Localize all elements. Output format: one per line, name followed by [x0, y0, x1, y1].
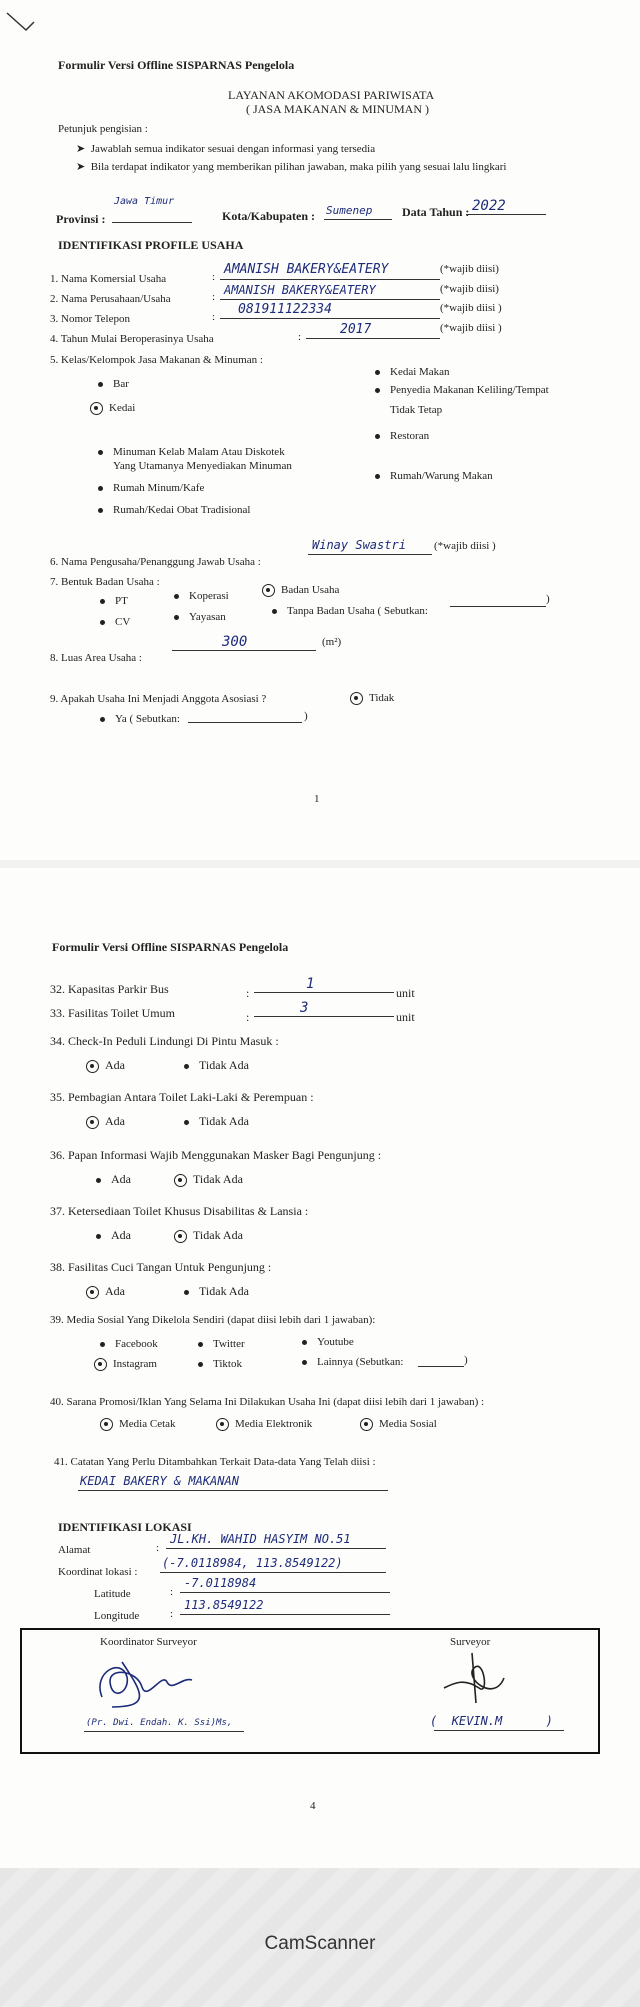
q41-value[interactable]: KEDAI BAKERY & MAKANAN [80, 1474, 239, 1488]
q5-option-kedai[interactable]: Kedai [90, 402, 135, 415]
q39-option-youtube[interactable]: Youtube [302, 1336, 354, 1348]
page-number-4: 4 [310, 1800, 316, 1812]
q37-option-tidak-ada[interactable]: Tidak Ada [174, 1228, 243, 1243]
q39-option-tiktok[interactable]: Tiktok [198, 1358, 242, 1370]
kota-value[interactable]: Sumenep [326, 204, 373, 217]
signature-box [20, 1628, 600, 1754]
latitude-label: Latitude [94, 1588, 131, 1600]
q4-label: 4. Tahun Mulai Beroperasinya Usaha [50, 333, 214, 345]
page-title: LAYANAN AKOMODASI PARIWISATA [228, 88, 435, 102]
q7-option-pt[interactable]: PT [100, 595, 128, 607]
q7-option-koperasi[interactable]: Koperasi [174, 590, 229, 602]
instructions-label: Petunjuk pengisian : [58, 123, 148, 135]
q6-value[interactable]: Winay Swastri [312, 538, 406, 552]
q5-option-keliling-line2: Tidak Tetap [390, 404, 443, 416]
provinsi-label: Provinsi : [56, 212, 106, 226]
q40-option-elektronik[interactable]: Media Elektronik [216, 1418, 312, 1431]
q7-option-cv[interactable]: CV [100, 616, 130, 628]
q34-label: 34. Check-In Peduli Lindungi Di Pintu Masuk : [50, 1034, 279, 1048]
tahun-value[interactable]: 2022 [472, 198, 506, 214]
q39-label: 39. Media Sosial Yang Dikelola Sendiri (dapat diisi lebih dari 1 jawaban): [50, 1314, 376, 1326]
q5-option-rumah-minum[interactable]: Rumah Minum/Kafe [98, 482, 204, 494]
q1-wajib: (*wajib diisi) [440, 263, 499, 275]
koordinator-name: (Pr. Dwi. Endah. K. Ssi)Ms, [86, 1718, 233, 1728]
q36-option-tidak-ada[interactable]: Tidak Ada [174, 1172, 243, 1187]
q7-option-yayasan[interactable]: Yayasan [174, 611, 226, 623]
q6-wajib: (*wajib diisi ) [434, 540, 496, 552]
q6-label: 6. Nama Pengusaha/Penanggung Jawab Usaha : [50, 556, 261, 568]
q7-option-tanpa[interactable]: Tanpa Badan Usaha ( Sebutkan: [272, 605, 428, 617]
q34-option-ada[interactable]: Ada [86, 1058, 125, 1073]
latitude-value[interactable]: -7.0118984 [184, 1576, 257, 1590]
q2-value[interactable]: AMANISH BAKERY&EATERY [224, 283, 376, 297]
koordinator-label: Koordinator Surveyor [100, 1636, 197, 1648]
q9-label: 9. Apakah Usaha Ini Menjadi Anggota Asosiasi ? [50, 693, 267, 705]
q39-option-lainnya[interactable]: Lainnya (Sebutkan: [302, 1356, 403, 1368]
surveyor-name: ( KEVIN.M ) [430, 1714, 553, 1728]
q5-option-kedai-makan[interactable]: Kedai Makan [375, 366, 450, 378]
q3-label: 3. Nomor Telepon [50, 313, 130, 325]
form-page-1: Formulir Versi Offline SISPARNAS Pengelola LAYANAN AKOMODASI PARIWISATA ( JASA MAKANAN & MINUMAN ) Petunjuk pengisian : ➤ Jawablah semua indikator sesuai dengan informasi yang tersedia ➤ Bila terdapat indikator yang memberikan pilihan jawaban, maka pilih yang sesuai lalu lingkari Provinsi : Jawa Timur Kota/Kabupaten : Sumenep Data Tahun : 2022 IDENTIFIKASI PROFILE USAHA 1. Nama Komersial Usaha : AMANISH BAKERY&EATERY (*wajib diisi) 2. Nama Perusahaan/Usaha : AMANISH BAKERY&EATERY (*wajib diisi) 3. Nomor Telepon : 081911122334 (*wajib diisi ) 4. Tahun Mulai Beroperasinya Usaha : 2017 (*wajib diisi ) 5. Kelas/Kelompok Jasa Makanan & Minuman : Bar Kedai Minuman Kelab Malam Atau Diskotek Yang Utamanya Menyediakan Minuman Rumah Minum/Kafe Rumah/Kedai Obat Tradisional Kedai Makan Penyedia Makanan Keliling/Tempat Tidak Tetap Restoran Rumah/Warung Makan 6. Nama Pengusaha/Penanggung Jawab Usaha : Winay Swastri (*wajib diisi ) 7. Bentuk Badan Usaha : PT Koperasi Badan Usaha CV Yayasan Tanpa Badan Usaha ( Sebutkan: ) 8. Luas Area Usaha : 300 (m²) 9. Apakah Usaha Ini Menjadi Anggota Asosiasi ? Ya ( Sebutkan: ) Tidak 1 [0, 0, 640, 860]
q9-option-tidak[interactable]: Tidak [350, 692, 394, 705]
q8-value[interactable]: 300 [222, 634, 248, 650]
q5-option-obat[interactable]: Rumah/Kedai Obat Tradisional [98, 504, 251, 516]
longitude-label: Longitude [94, 1610, 140, 1622]
q38-option-tidak-ada[interactable]: Tidak Ada [184, 1284, 249, 1299]
q41-label: 41. Catatan Yang Perlu Ditambahkan Terkait Data-data Yang Telah diisi : [54, 1456, 376, 1468]
q36-option-ada[interactable]: Ada [96, 1172, 131, 1187]
q38-option-ada[interactable]: Ada [86, 1284, 125, 1299]
q5-option-keliling[interactable]: Penyedia Makanan Keliling/Tempat [375, 384, 549, 396]
koordinat-label: Koordinat lokasi : [58, 1566, 138, 1578]
surveyor-signature-icon [434, 1648, 534, 1708]
instruction-1: ➤ Jawablah semua indikator sesuai dengan informasi yang tersedia [76, 143, 376, 155]
q34-option-tidak-ada[interactable]: Tidak Ada [184, 1058, 249, 1073]
q35-option-ada[interactable]: Ada [86, 1114, 125, 1129]
section-title: IDENTIFIKASI PROFILE USAHA [58, 238, 244, 252]
q5-option-klub-line2: Yang Utamanya Menyediakan Minuman [113, 460, 292, 472]
q4-value[interactable]: 2017 [340, 322, 372, 337]
camscanner-watermark: CamScanner [264, 1933, 376, 1954]
q2-wajib: (*wajib diisi) [440, 283, 499, 295]
form-page-4: Formulir Versi Offline SISPARNAS Pengelola 32. Kapasitas Parkir Bus : 1 unit 33. Fasilitas Toilet Umum : 3 unit 34. Check-In Peduli Lindungi Di Pintu Masuk : Ada Tidak Ada 35. Pembagian Antara Toilet Laki-Laki & Perempuan : Ada Tidak Ada 36. Papan Informasi Wajib Menggunakan Masker Bagi Pengunjung : Ada Tidak Ada 37. Ketersediaan Toilet Khusus Disabilitas & Lansia : Ada Tidak Ada 38. Fasilitas Cuci Tangan Untuk Pengunjung : Ada Tidak Ada 39. Media Sosial Yang Dikelola Sendiri (dapat diisi lebih dari 1 jawaban): Facebook Twitter Youtube Instagram Tiktok Lainnya (Sebutkan: ) 40. Sarana Promosi/Iklan Yang Selama Ini Dilakukan Usaha Ini (dapat diisi lebih dari 1 jawaban) : Media Cetak Media Elektronik Media Sosial 41. Catatan Yang Perlu Ditambahkan Terkait Data-data Yang Telah diisi : KEDAI BAKERY & MAKANAN IDENTIFIKASI LOKASI Alamat : JL.KH. WAHID HASYIM NO.51 Koordinat lokasi : (-7.0118984, 113.8549122) Latitude : -7.0118984 Longitude : 113.8549122 Koordinator Surveyor (Pr. Dwi. Endah. K. Ssi)Ms, Surveyor ( KEVIN.M ) 4 [0, 868, 640, 1868]
q32-label: 32. Kapasitas Parkir Bus [50, 982, 169, 996]
surveyor-label: Surveyor [450, 1636, 491, 1648]
q7-option-badan[interactable]: Badan Usaha [262, 584, 339, 597]
q3-wajib: (*wajib diisi ) [440, 302, 502, 314]
q39-option-instagram[interactable]: Instagram [94, 1358, 157, 1371]
scanner-footer [0, 1868, 640, 2007]
q4-wajib: (*wajib diisi ) [440, 322, 502, 334]
q2-label: 2. Nama Perusahaan/Usaha [50, 293, 171, 305]
q32-value[interactable]: 1 [306, 976, 315, 992]
q5-option-klub[interactable]: Minuman Kelab Malam Atau Diskotek [98, 446, 285, 458]
q39-option-twitter[interactable]: Twitter [198, 1338, 245, 1350]
q8-unit: (m²) [322, 636, 342, 648]
q1-value[interactable]: AMANISH BAKERY&EATERY [224, 262, 389, 277]
kota-label: Kota/Kabupaten : [222, 209, 316, 223]
q1-label: 1. Nama Komersial Usaha [50, 273, 167, 285]
q35-label: 35. Pembagian Antara Toilet Laki-Laki & Perempuan : [50, 1090, 314, 1104]
koordinator-signature-icon [82, 1652, 232, 1712]
q39-option-facebook[interactable]: Facebook [100, 1338, 158, 1350]
tahun-label: Data Tahun : [402, 205, 470, 219]
koordinat-value[interactable]: (-7.0118984, 113.8549122) [162, 1556, 343, 1570]
q9-option-ya[interactable]: Ya ( Sebutkan: [100, 713, 180, 725]
lokasi-title: IDENTIFIKASI LOKASI [58, 1520, 192, 1534]
q3-value[interactable]: 081911122334 [238, 302, 332, 317]
q5-option-warung[interactable]: Rumah/Warung Makan [375, 470, 493, 482]
q37-label: 37. Ketersediaan Toilet Khusus Disabilitas & Lansia : [50, 1204, 309, 1218]
fold-mark-icon [4, 8, 44, 42]
q33-unit: unit [396, 1010, 415, 1024]
q38-label: 38. Fasilitas Cuci Tangan Untuk Pengunjung : [50, 1260, 272, 1274]
q35-option-tidak-ada[interactable]: Tidak Ada [184, 1114, 249, 1129]
q37-option-ada[interactable]: Ada [96, 1228, 131, 1243]
q33-label: 33. Fasilitas Toilet Umum [50, 1006, 175, 1020]
page-number-1: 1 [314, 793, 320, 805]
q40-option-cetak[interactable]: Media Cetak [100, 1418, 176, 1431]
q5-label: 5. Kelas/Kelompok Jasa Makanan & Minuman : [50, 354, 263, 366]
alamat-value[interactable]: JL.KH. WAHID HASYIM NO.51 [170, 1532, 351, 1546]
form-header: Formulir Versi Offline SISPARNAS Pengelola [58, 58, 295, 72]
q8-label: 8. Luas Area Usaha : [50, 652, 142, 664]
instruction-2: ➤ Bila terdapat indikator yang memberikan pilihan jawaban, maka pilih yang sesuai lalu lingkari [76, 161, 507, 173]
q5-option-restoran[interactable]: Restoran [375, 430, 429, 442]
q5-option-bar[interactable]: Bar [98, 378, 129, 390]
q40-option-sosial[interactable]: Media Sosial [360, 1418, 437, 1431]
longitude-value[interactable]: 113.8549122 [184, 1598, 264, 1612]
page-subtitle: ( JASA MAKANAN & MINUMAN ) [246, 102, 430, 116]
q7-label: 7. Bentuk Badan Usaha : [50, 576, 160, 588]
q40-label: 40. Sarana Promosi/Iklan Yang Selama Ini Dilakukan Usaha Ini (dapat diisi lebih dari 1 jawaban) : [50, 1396, 485, 1408]
q33-value[interactable]: 3 [300, 1000, 309, 1016]
q36-label: 36. Papan Informasi Wajib Menggunakan Masker Bagi Pengunjung : [50, 1148, 382, 1162]
form-header-2: Formulir Versi Offline SISPARNAS Pengelola [52, 940, 289, 954]
provinsi-value[interactable]: Jawa Timur [114, 196, 175, 207]
q32-unit: unit [396, 986, 415, 1000]
alamat-label: Alamat [58, 1544, 91, 1556]
